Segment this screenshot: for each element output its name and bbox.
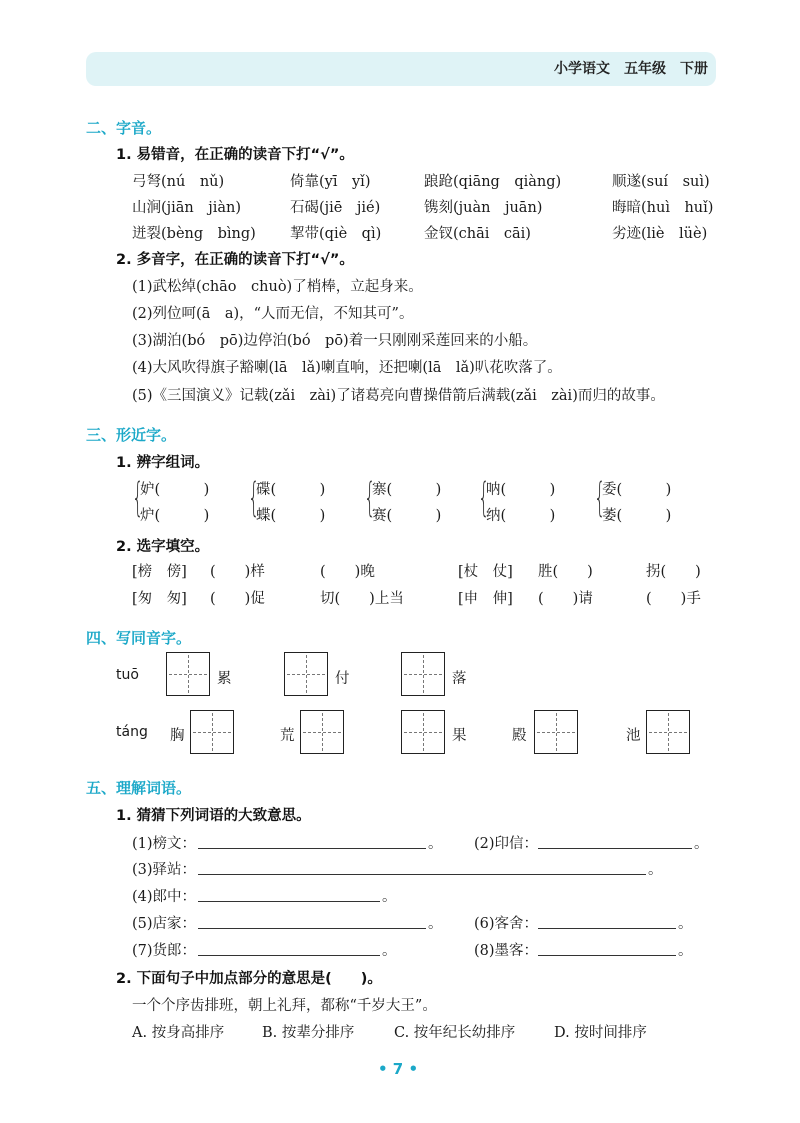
answer-line[interactable] <box>198 874 646 875</box>
writing-box[interactable] <box>646 710 690 754</box>
choice-group: [榜 傍] <box>132 564 187 580</box>
section5-q2: 2. 下面句子中加点部分的意思是( )。 <box>116 971 382 987</box>
polyphone-item: (4)大风吹得旗子豁喇(lā lǎ)喇直响，还把喇(lā lǎ)叭花吹落了。 <box>132 360 562 376</box>
pinyin-label: táng <box>116 724 148 740</box>
pinyin-item: 挈带(qiè qì) <box>290 226 382 242</box>
answer-line[interactable] <box>198 901 380 902</box>
pinyin-item: 石碣(jiē jié) <box>290 200 381 216</box>
polyphone-item: (5)《三国演义》记载(zǎi zài)了诸葛亮向曹操借箭后满载(zǎi zài)而归的故事。 <box>132 388 665 404</box>
term-label: (1)榜文： <box>132 836 197 852</box>
pinyin-item: 倚靠(yī yǐ) <box>290 174 371 190</box>
choice-group: [申 伸] <box>458 591 513 607</box>
char-hint: 累 <box>217 671 232 687</box>
char-hint: 殿 <box>512 728 527 744</box>
brace: { <box>594 475 606 521</box>
term-label: (8)墨客： <box>474 943 539 959</box>
writing-box[interactable] <box>534 710 578 754</box>
pinyin-item: 金钗(chāi cāi) <box>424 226 531 242</box>
writing-box[interactable] <box>166 652 210 696</box>
writing-box[interactable] <box>190 710 234 754</box>
section3-heading: 三、形近字。 <box>86 426 177 444</box>
pinyin-item: 镌刻(juàn juān) <box>424 200 543 216</box>
option-b[interactable]: B. 按辈分排序 <box>262 1025 355 1041</box>
page-number: • 7 • <box>378 1060 419 1078</box>
char-hint: 胸 <box>170 728 185 744</box>
char-hint: 池 <box>626 728 641 744</box>
word-pair-item: 妒( ) <box>140 482 210 498</box>
header-title: 小学语文 五年级 下册 <box>554 61 708 77</box>
word-pair-item: 碟( ) <box>256 482 326 498</box>
period: 。 <box>678 943 693 959</box>
polyphone-item: (2)列位呵(ā a)，“人而无信，不知其可”。 <box>132 306 414 322</box>
option-a[interactable]: A. 按身高排序 <box>132 1025 225 1041</box>
writing-box[interactable] <box>401 710 445 754</box>
writing-box[interactable] <box>284 652 328 696</box>
example-sentence: 一个个序齿排班，朝上礼拜，都称“千岁大王”。 <box>132 998 437 1014</box>
option-d[interactable]: D. 按时间排序 <box>554 1025 647 1041</box>
word-pair-item: 赛( ) <box>372 508 442 524</box>
fill-blank: 胜( ) <box>538 564 593 580</box>
period: 。 <box>428 836 443 852</box>
period: 。 <box>648 862 663 878</box>
pinyin-item: 弓弩(nú nǔ) <box>132 174 225 190</box>
pinyin-item: 山涧(jiān jiàn) <box>132 200 242 216</box>
word-pair-item: 委( ) <box>602 482 672 498</box>
fill-blank: ( )促 <box>210 591 265 607</box>
term-label: (7)货郎： <box>132 943 197 959</box>
answer-line[interactable] <box>538 848 692 849</box>
period: 。 <box>382 943 397 959</box>
polyphone-item: (3)湖泊(bó pō)边停泊(bó pō)着一只刚刚采莲回来的小船。 <box>132 333 538 349</box>
answer-line[interactable] <box>538 928 676 929</box>
char-hint: 荒 <box>280 728 295 744</box>
term-label: (4)郎中： <box>132 889 197 905</box>
period: 。 <box>428 916 443 932</box>
brace: { <box>364 475 376 521</box>
term-label: (6)客舍： <box>474 916 539 932</box>
word-pair-item: 蝶( ) <box>256 508 326 524</box>
word-pair-item: 寨( ) <box>372 482 442 498</box>
word-pair-item: 纳( ) <box>486 508 556 524</box>
pinyin-item: 迸裂(bèng bìng) <box>132 226 256 242</box>
word-pair-item: 炉( ) <box>140 508 210 524</box>
fill-blank: ( )样 <box>210 564 265 580</box>
section3-q1: 1. 辨字组词。 <box>116 455 210 471</box>
section2-q1: 1. 易错音，在正确的读音下打“√”。 <box>116 147 354 163</box>
char-hint: 果 <box>452 728 467 744</box>
fill-blank: 切( )上当 <box>320 591 404 607</box>
answer-line[interactable] <box>198 928 426 929</box>
section5-heading: 五、理解词语。 <box>86 779 192 797</box>
answer-line[interactable] <box>198 955 380 956</box>
brace: { <box>478 475 490 521</box>
fill-blank: 拐( ) <box>646 564 701 580</box>
section5-q1: 1. 猜猜下列词语的大致意思。 <box>116 808 311 824</box>
writing-box[interactable] <box>401 652 445 696</box>
writing-box[interactable] <box>300 710 344 754</box>
brace: { <box>132 475 144 521</box>
term-label: (5)店家： <box>132 916 197 932</box>
period: 。 <box>678 916 693 932</box>
word-pair-item: 萎( ) <box>602 508 672 524</box>
section4-heading: 四、写同音字。 <box>86 629 192 647</box>
polyphone-item: (1)武松绰(chāo chuò)了梢棒，立起身来。 <box>132 279 423 295</box>
pinyin-item: 晦暗(huì huǐ) <box>612 200 714 216</box>
term-label: (2)印信： <box>474 836 539 852</box>
fill-blank: ( )手 <box>646 591 701 607</box>
section2-heading: 二、字音。 <box>86 119 162 137</box>
word-pair-item: 呐( ) <box>486 482 556 498</box>
section2-q2: 2. 多音字，在正确的读音下打“√”。 <box>116 252 354 268</box>
option-c[interactable]: C. 按年纪长幼排序 <box>394 1025 516 1041</box>
period: 。 <box>694 836 709 852</box>
choice-group: [杖 仗] <box>458 564 513 580</box>
fill-blank: ( )请 <box>538 591 593 607</box>
term-label: (3)驿站： <box>132 862 197 878</box>
choice-group: [匆 匆] <box>132 591 187 607</box>
pinyin-item: 顺遂(suí suì) <box>612 174 710 190</box>
pinyin-item: 踉跄(qiāng qiàng) <box>424 174 562 190</box>
fill-blank: ( )晚 <box>320 564 375 580</box>
char-hint: 付 <box>335 671 350 687</box>
period: 。 <box>382 889 397 905</box>
brace: { <box>248 475 260 521</box>
answer-line[interactable] <box>198 848 426 849</box>
answer-line[interactable] <box>538 955 676 956</box>
pinyin-item: 劣迹(liè lüè) <box>612 226 708 242</box>
pinyin-label: tuō <box>116 667 139 683</box>
char-hint: 落 <box>452 671 467 687</box>
section3-q2: 2. 选字填空。 <box>116 539 210 555</box>
